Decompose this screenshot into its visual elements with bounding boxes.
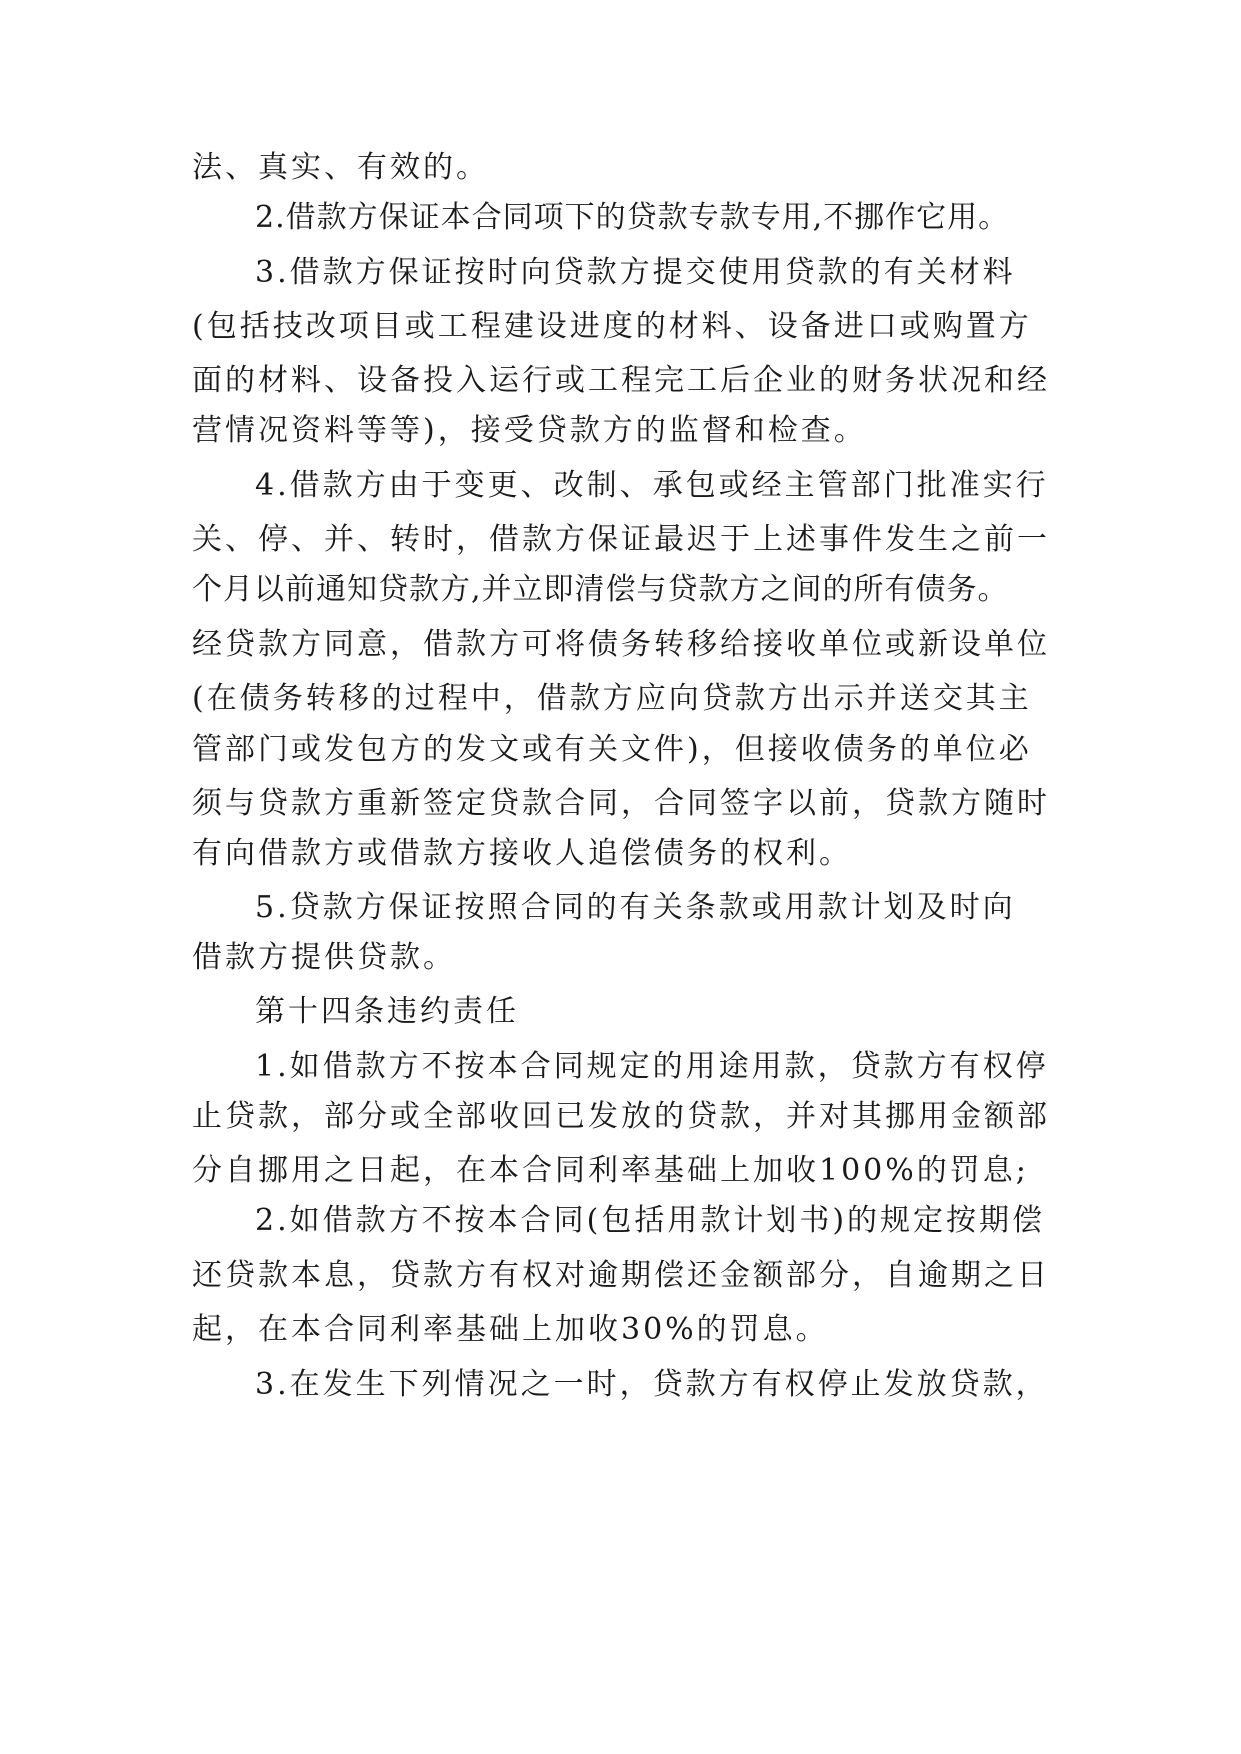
text-line: 1.如借款方不按本合同规定的用途用款，贷款方有权停 <box>255 1049 1049 1084</box>
text-line: 止贷款，部分或全部收回已发放的贷款，并对其挪用金额部 <box>192 1099 1050 1134</box>
section-heading: 第十四条违约责任 <box>255 994 519 1029</box>
text-line: 4.借款方由于变更、改制、承包或经主管部门批准实行 <box>255 468 1049 503</box>
text-line: 法、真实、有效的。 <box>192 150 489 185</box>
text-line: 管部门或发包方的发文或有关文件)，但接收债务的单位必 <box>192 732 1032 767</box>
text-line: 2.借款方保证本合同项下的贷款专款专用,不挪作它用。 <box>255 200 1010 235</box>
text-line: 面的材料、设备投入运行或工程完工后企业的财务状况和经 <box>192 363 1050 398</box>
text-line: 关、停、并、转时，借款方保证最迟于上述事件发生之前一 <box>192 522 1050 557</box>
text-line: 有向借款方或借款方接收人追偿债务的权利。 <box>192 836 852 871</box>
text-line: 2.如借款方不按本合同(包括用款计划书)的规定按期偿 <box>255 1203 1046 1238</box>
text-line: 5.贷款方保证按照合同的有关条款或用款计划及时向 <box>255 890 1016 925</box>
text-line: (包括技改项目或工程建设进度的材料、设备进口或购置方 <box>192 309 1032 344</box>
text-line: 须与贷款方重新签定贷款合同，合同签字以前，贷款方随时 <box>192 786 1050 821</box>
text-line: 经贷款方同意，借款方可将债务转移给接收单位或新设单位 <box>192 627 1050 662</box>
text-line: (在债务转移的过程中，借款方应向贷款方出示并送交其主 <box>192 681 1032 716</box>
text-line: 起，在本合同利率基础上加收30%的罚息。 <box>192 1312 829 1347</box>
text-line: 个月以前通知贷款方,并立即清偿与贷款方之间的所有债务。 <box>192 572 1009 607</box>
text-line: 3.借款方保证按时向贷款方提交使用贷款的有关材料 <box>255 255 1016 290</box>
text-line: 3.在发生下列情况之一时，贷款方有权停止发放贷款， <box>255 1367 1049 1402</box>
text-line: 营情况资料等等)，接受贷款方的监督和检查。 <box>192 413 867 448</box>
text-line: 还贷款本息，贷款方有权对逾期偿还金额部分，自逾期之日 <box>192 1258 1050 1293</box>
text-line: 借款方提供贷款。 <box>192 940 456 975</box>
text-line: 分自挪用之日起，在本合同利率基础上加收100%的罚息; <box>192 1153 1029 1188</box>
